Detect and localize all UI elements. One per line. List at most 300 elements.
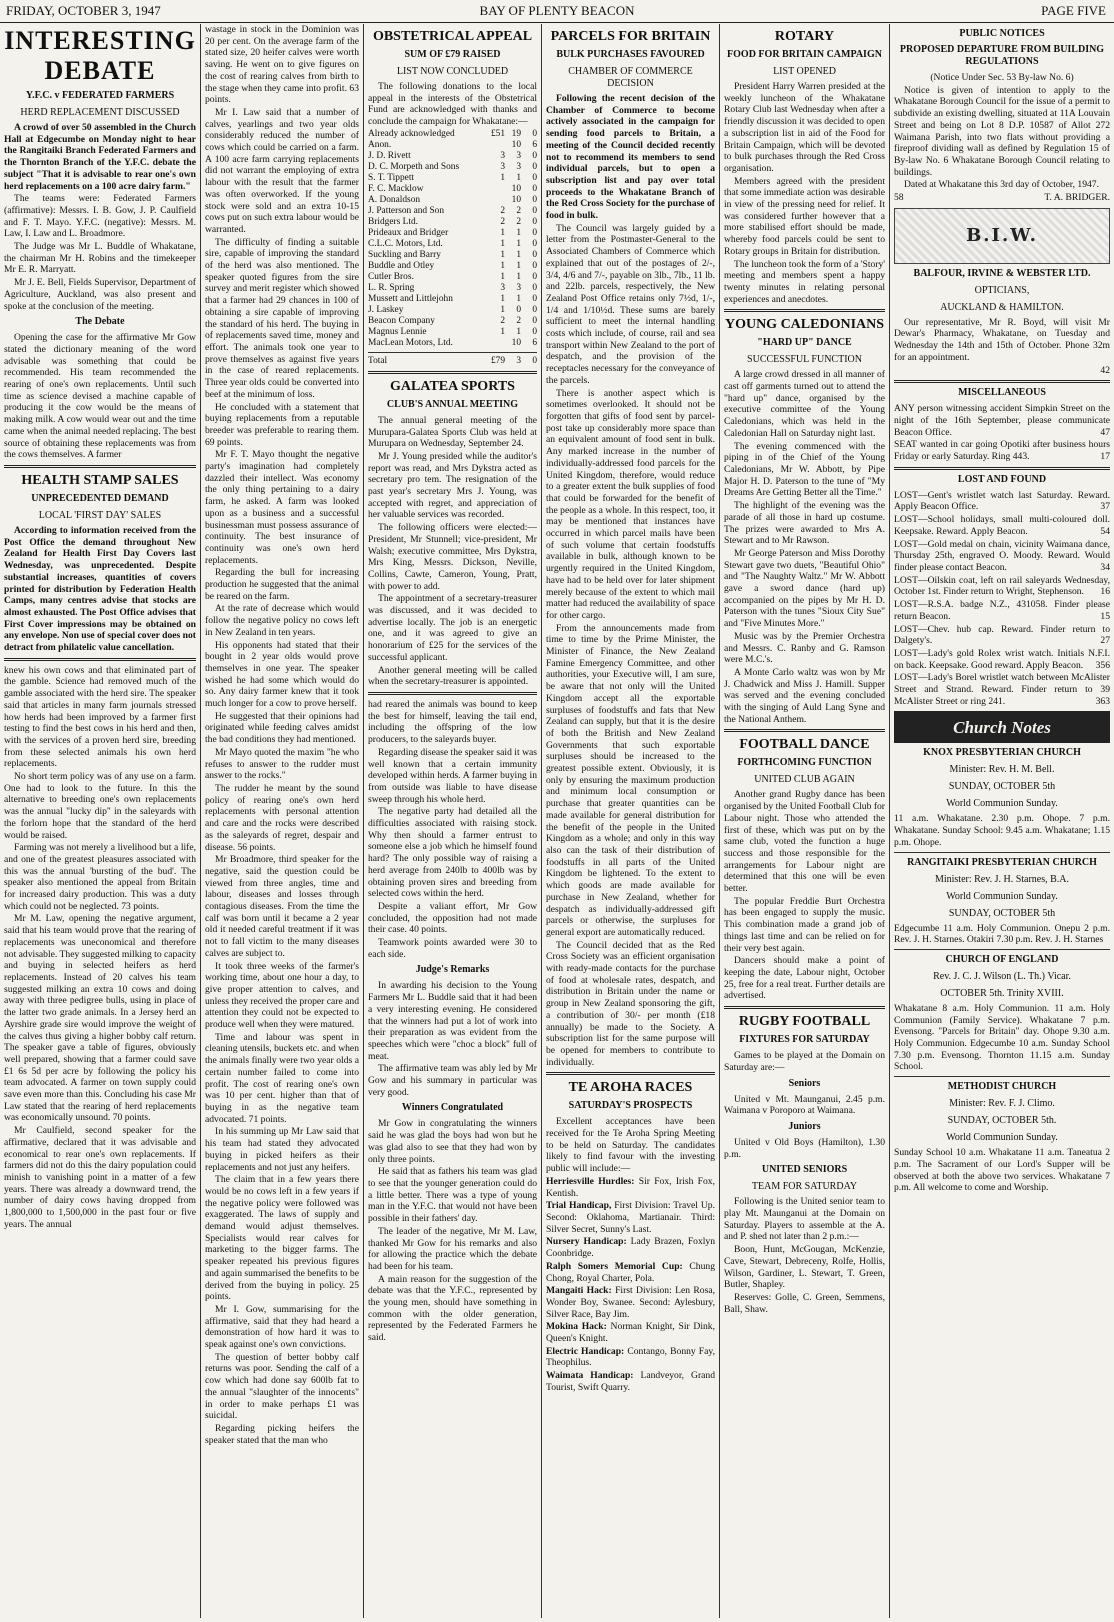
shillings: 19 bbox=[511, 128, 521, 139]
lost-ad bbox=[894, 624, 1110, 647]
pounds: 2 bbox=[500, 315, 505, 326]
church-occasion: World Communion Sunday. bbox=[946, 798, 1058, 810]
paragraph: The following officers were elected:—President, Mr Stunnell; vice-president, Mr Walsh; executive committee, Mrs Dykstra, Mrs King, Messrs. Dickson, Neville, Collins, Cawte, Cameron, Young, Pratt, with power to add. bbox=[368, 522, 537, 592]
donor-name: MacLean Motors, Ltd. bbox=[368, 337, 453, 348]
race-name: Electric Handicap: bbox=[546, 1345, 625, 1357]
lost-ad bbox=[894, 648, 1110, 671]
lost-ad bbox=[894, 599, 1110, 622]
church-heading: METHODIST CHURCH bbox=[947, 1081, 1057, 1093]
race-list bbox=[546, 1176, 715, 1394]
table-row bbox=[368, 250, 537, 261]
paragraph: Another general meeting will be called when the secretary-treasurer is appointed. bbox=[368, 664, 537, 688]
donor-name: Magnus Lennie bbox=[368, 326, 427, 337]
pence: 0 bbox=[532, 315, 537, 326]
paragraph: His opponents had stated that their bought in 2 year olds would prove themselves in one year. The speaker wished he had some which would do so. Any dairy farmer knew that it took much longer for a cow to prove herself. bbox=[205, 639, 359, 710]
race-entry bbox=[546, 1176, 715, 1199]
table-row bbox=[368, 327, 537, 338]
race-name: Ralph Somers Memorial Cup: bbox=[546, 1260, 683, 1272]
ad-ref: 363 bbox=[1095, 695, 1110, 707]
notice-heading: PROPOSED DEPARTURE FROM BUILDING REGULATIONS bbox=[899, 44, 1105, 67]
ad-ref: 16 bbox=[1100, 586, 1110, 598]
shillings: 1 bbox=[516, 238, 521, 249]
table-row bbox=[368, 140, 537, 151]
table-row bbox=[368, 305, 537, 316]
race-entry bbox=[546, 1346, 715, 1369]
paragraph: Time and labour was spent in cleaning utensils, buckets etc. and when the animals finally were two year olds a certain number failed to come into profit. The cost of rearing one's own was 10 per cent. higher than that of buying in as the negative team advocated. 71 points. bbox=[205, 1031, 359, 1125]
race-fancies: Sir Fox, Irish Fox, Kentish. bbox=[546, 1175, 715, 1199]
church-services: Edgecumbe 11 a.m. Holy Communion. Onepu 2 p.m. Rev. J. H. Starnes. Otakiri 7.30 p.m. Rev. J. H. Starnes bbox=[894, 922, 1110, 946]
pounds bbox=[489, 184, 505, 195]
pounds: 2 bbox=[500, 205, 505, 216]
race-fancies: First Division: Len Rosa, Wonder Boy, Swanee. Second: Aylesbury, Silver Race, Bay Jim. bbox=[546, 1285, 715, 1320]
pence: 0 bbox=[532, 183, 537, 194]
pence: 0 bbox=[532, 205, 537, 216]
donor-name: Buddle and Otley bbox=[368, 260, 435, 271]
paragraph: The question of better bobby calf returns was poor. Sending the calf of a cow which had done say 600lb fat to the annual "slaughter of the innocents" in order to make perhaps £1 was suicidal. bbox=[205, 1351, 359, 1422]
paragraph: Mr Gow in congratulating the winners said he was glad the boys had won but he was glad also to see that they had won by only three points. bbox=[368, 1118, 537, 1165]
donor-name: Mussett and Littlejohn bbox=[368, 293, 453, 304]
article-subhead: FOOD FOR BRITAIN CAMPAIGN bbox=[727, 49, 882, 60]
article-subhead: Y.F.C. v FEDERATED FARMERS bbox=[25, 90, 175, 101]
shillings: 10 bbox=[511, 194, 521, 205]
article-subhead: UNPRECEDENTED DEMAND bbox=[31, 492, 169, 504]
paragraph: No short term policy was of any use on a farm. One had to look to the future. In this the alternative to breeding one's own replacements was the annual "lucky dip" in the saleyards with the forlorn hope that the standard of the herd would be raised. bbox=[4, 771, 196, 841]
pence: 0 bbox=[532, 216, 537, 227]
paragraph: Reserves: Golle, C. Green, Semmens, Ball, Shaw. bbox=[724, 1291, 885, 1315]
race-name: Herriesville Hurdles: bbox=[546, 1175, 635, 1187]
logo-text: B.I.W. bbox=[966, 224, 1038, 246]
lost-ad bbox=[894, 514, 1110, 537]
divider bbox=[894, 852, 1110, 853]
column-5 bbox=[724, 24, 885, 1618]
paragraph: Music was by the Premier Orchestra and Messrs. C. Ranby and G. Ramson were M.C.'s. bbox=[724, 630, 885, 666]
ad-text: LOST—Chev. hub cap. Reward. Finder return to Dalgety's. bbox=[894, 623, 1110, 647]
paragraph: knew his own cows and that eliminated part of the gamble. Science had removed much of the gamble associated with the herd sire. The speaker said that articles in many farm journals stressed how herds had been improved by a farmer first testing to find the best cows in his herd and then, with the services of a proven herd sire, breeding from these selected animals his own herd replacements. bbox=[4, 664, 196, 770]
paragraph: The evening commenced with the piping in of the Chief of the Young Caledonians, Mr W. Abbott, by Pipe Major H. D. Paterson to the tune of "My Dreams Are Getting Better all the Time." bbox=[724, 440, 885, 499]
ad-ref: 54 bbox=[1100, 525, 1110, 537]
paragraph: The annual general meeting of the Murupara-Galatea Sports Club was held at Murupara on Wednesday, September 24. bbox=[368, 414, 537, 450]
divider bbox=[368, 692, 537, 695]
race-name: Mokina Hack: bbox=[546, 1321, 607, 1333]
paragraph: United v Old Boys (Hamilton), 1.30 p.m. bbox=[724, 1136, 885, 1160]
donor-name: Anon. bbox=[368, 139, 392, 150]
church-minister: Minister: Rev. H. M. Bell. bbox=[949, 764, 1055, 776]
table-row bbox=[368, 217, 537, 228]
paragraph: had reared the animals was bound to keep the best for himself, leaving the tail end, including the offspring of the low producers, to the saleyards buyer. bbox=[368, 698, 537, 746]
ad-ref: 27 bbox=[1100, 635, 1110, 647]
page-number: PAGE FIVE bbox=[1041, 3, 1106, 18]
paragraph: Boon, Hunt, McGougan, McKenzie, Cave, Stewart, Debreceny, Rolfe, Hollis, Wilson, Gardiner, L. Stewart, T. Green, Butler, Shapley. bbox=[724, 1244, 885, 1291]
paragraph: Despite a valiant effort, Mr Gow concluded, the opposition had not made their case. 40 points. bbox=[368, 900, 537, 936]
article-title: INTERESTING DEBATE bbox=[4, 26, 196, 85]
advert-heading: BALFOUR, IRVINE & WEBSTER LTD. bbox=[913, 267, 1091, 279]
race-fancies: First Division: Travel Up. Second: Oklahoma, Martianair. Third: Silver Secret, Sunny's Last. bbox=[546, 1200, 715, 1235]
pounds bbox=[489, 195, 505, 206]
paragraph: At the rate of decrease which would follow the negative policy no cows left in New Zealand in ten years. bbox=[205, 603, 359, 638]
donations-table bbox=[368, 129, 537, 349]
article-title: TE AROHA RACES bbox=[568, 1080, 693, 1096]
divider bbox=[894, 467, 1110, 470]
race-fancies: Norman Knight, Sir Dink, Queen's Knight. bbox=[546, 1321, 715, 1345]
pence: 0 bbox=[532, 282, 537, 293]
article-subhead: SATURDAY'S PROSPECTS bbox=[568, 1100, 693, 1112]
shillings: 10 bbox=[511, 183, 521, 194]
paragraph: From the announcements made from time to time by the Prime Minister, the Minister of Finance, the New Zealand Famine Emergency Committee, and other authorities, your Executive will, I am sure, be aware that not only will the United Kingdom accept all the exportable surpluses of foodstuffs and fats that New Zealand can supply, but that it is the desire of both the British and New Zealand Governments that such exportable surpluses should be increased to the greatest possible extent. Obviously, it is only by ensuring the maximum production and minimum local consumption or purchase that greater quantities can be made available for general distribution for the benefit of the people in the United Kingdom as a whole; and only in this way also can the task of their distribution of foodstuffs in all parts of the United Kingdom be lightened. To the extent to which goods are made available for purchase in New Zealand, whether for despatch as individually-addressed gift parcels or otherwise, the surpluses for general export are automatically reduced. bbox=[546, 622, 715, 938]
table-row bbox=[368, 316, 537, 327]
church-heading: CHURCH OF ENGLAND bbox=[945, 953, 1059, 965]
table-row bbox=[368, 173, 537, 184]
table-row bbox=[368, 239, 537, 250]
paragraph: The popular Freddie Burt Orchestra has been engaged to supply the music. This combination made a grand job of things last time and can be relied on for their very best again. bbox=[724, 895, 885, 954]
pounds: 1 bbox=[500, 260, 505, 271]
column-2 bbox=[205, 24, 359, 1618]
paragraph: Mr Broadmore, third speaker for the negative, said the question could be viewed from three angles, time and labour, diseases and losses through contagious diseases. From the time the calf was born until it became a 2 year old it needed careful treatment if it was not to fall victim to the many diseases calves are subject to. bbox=[205, 854, 359, 959]
article-subhead: CLUB'S ANNUAL MEETING bbox=[386, 398, 519, 410]
notice-text: Dated at Whakatane this 3rd day of October, 1947. bbox=[904, 179, 1099, 191]
optician-logo bbox=[894, 208, 1110, 264]
article-lead: A crowd of over 50 assembled in the Church Hall at Edgecumbe on Monday night to hear the Rangitaiki Branch Federated Farmers and the Thornton Branch of the Y.F.C. debate the subject "That it is advisable to rear one's own herd replacements on a 100 acre dairy farm." bbox=[4, 122, 196, 192]
article-lead: According to information received from the Post Office the demand throughout New Zealand for Health First Day Covers last Wednesday, was unprecedented. Despite substantial increases, quantities of covers printed for distribution by Federation Health Camps, many centres advise that stocks are almost exhausted. The Post Office advises that First Cover impressions may be obtained on any envelope. Non use of special cover does not detract from philatelic value cancellation. bbox=[4, 524, 196, 654]
pounds: 3 bbox=[500, 161, 505, 172]
lost-ad bbox=[894, 490, 1110, 513]
paragraph: The affirmative team was ably led by Mr Gow and his summary in particular was very good. bbox=[368, 1063, 537, 1098]
column-6 bbox=[894, 24, 1110, 1618]
article-title: RUGBY FOOTBALL bbox=[738, 1014, 871, 1030]
pounds: £79 bbox=[490, 355, 505, 366]
notice-ref: 58 bbox=[894, 192, 904, 204]
race-entry bbox=[546, 1236, 715, 1259]
article-title: YOUNG CALEDONIANS bbox=[724, 317, 885, 333]
church-services: 11 a.m. Whakatane. 2.30 p.m. Ohope. 7 p.m. Whakatane. Sunday School: 9.45 a.m. Whakatane; 1.15 p.m. Ohope. bbox=[894, 813, 1110, 848]
race-entry bbox=[546, 1370, 715, 1393]
notice-text: Notice is given of intention to apply to the Whakatane Borough Council for the issue of a permit to subdivide an existing dwelling, situated at 11A Louvain Street and being on Lot 8 D.P. 10587 of Allot 272 Waimana Parish, into two flats without providing a fireproof dividing wall as defined by Regulation 15 of By-law No. 6 Whakatane Borough Council relating to buildings. bbox=[894, 84, 1110, 178]
article-title: GALATEA SPORTS bbox=[390, 378, 515, 394]
advert-text: Our representative, Mr R. Boyd, will visit Mr Dewar's Pharmacy, Whakatane, on Tuesday and Wednesday the 14th and 15th of October. Phone 32m for an appointment. bbox=[894, 316, 1110, 363]
divider bbox=[894, 380, 1110, 383]
paragraph: The highlight of the evening was the parade of all those in hard up costume. The prizes were awarded to Mrs A. Stewart and to Mr Rawson. bbox=[724, 500, 885, 547]
paragraph: Mr Mayo quoted the maxim "he who refuses to answer to the rudder must answer to the rocks." bbox=[205, 746, 359, 782]
article-subhead: CHAMBER OF COMMERCE DECISION bbox=[568, 66, 693, 89]
pounds: 1 bbox=[500, 249, 505, 260]
paragraph: The Council was largely guided by a letter from the Postmaster-General to the Associated Chambers of Commerce which explained that out of the postages of 2/-, 3/4, 4/6 and 7/-, payable on 3lb., 7lb., 11 lb. and 22lb. parcels, respectively, the New Zealand Post Office retains only 7½d, 1/-, 1/4 and 1/10½d. These sums are barely sufficient to meet the internal handling costs which include, of course, rail and sea transport within New Zealand to the port of despatch, and the provision of the receptacles necessary for the conveyance of the parcels. bbox=[546, 222, 715, 386]
section-heading: PUBLIC NOTICES bbox=[959, 28, 1045, 39]
paragraph: The claim that in a few years there would be no cows left in a few years if the negative policy were followed was exaggerated. The laws of supply and demand would adjust themselves. Specialists would rear calves for marketing to the bigger farms. The speaker repeated his previous figures and again summarised the benefits to be derived from the buying in policy. 25 points. bbox=[205, 1174, 359, 1303]
article-subhead: "HARD UP" DANCE bbox=[757, 337, 852, 349]
notice-signature bbox=[894, 192, 1110, 204]
advert-subhead: AUCKLAND & HAMILTON. bbox=[940, 301, 1064, 313]
paragraph: Mr George Paterson and Miss Dorothy Stewart gave two duets, "Beautiful Ohio" and "The Naughty Waltz." Mr W. Abbott gave a sword dance (hard up) accompanied on the pipes by Mr H. D. Paterson with the tunes "Sioux City Sue" and "Five Minutes More." bbox=[724, 547, 885, 630]
donor-name: Bridgers Ltd. bbox=[368, 216, 418, 227]
race-name: Mangaiti Hack: bbox=[546, 1285, 612, 1297]
issue-date: FRIDAY, OCTOBER 3, 1947 bbox=[6, 3, 161, 18]
paragraph: In awarding his decision to the Young Farmers Mr L. Buddle said that it had been a very interesting evening. He considered that the winners had put a lot of work into their preparation as was evident from the speeches which were "choc a block" full of meat. bbox=[368, 980, 537, 1062]
table-row bbox=[368, 356, 537, 367]
article-subhead: UNITED CLUB AGAIN bbox=[754, 774, 855, 786]
shillings: 3 bbox=[516, 282, 521, 293]
donor-name: C.L.C. Motors, Ltd. bbox=[368, 238, 443, 249]
ad-text: ANY person witnessing accident Simpkin Street on the night of the 16th September, please communicate Beacon Office. bbox=[894, 403, 1110, 438]
shillings: 1 bbox=[516, 326, 521, 337]
ad-ref: 356 bbox=[1095, 659, 1110, 671]
pence: 0 bbox=[532, 150, 537, 161]
church-notes-banner bbox=[894, 711, 1110, 743]
race-fancies: Lady Brazen, Foxlyn Coonbridge. bbox=[546, 1236, 715, 1260]
paragraph: He concluded with a statement that buying replacements from a reputable breeder was preferable to rearing them. 69 points. bbox=[205, 401, 359, 448]
divider bbox=[546, 1072, 715, 1075]
divider bbox=[4, 465, 196, 468]
donor-name: Prideaux and Bridger bbox=[368, 227, 449, 238]
church-minister: Rev. J. C. J. Wilson (L. Th.) Vicar. bbox=[933, 970, 1071, 982]
divider bbox=[724, 729, 885, 732]
race-fancies: Landveyor, Grand Tourist, Swift Quarry. bbox=[546, 1370, 715, 1393]
church-occasion: World Communion Sunday. bbox=[946, 890, 1058, 902]
paragraph: The negative party had detailed all the difficulties associated with raising stock. Why then should a farmer entrust to someone else a job which he himself found hard? The only possible way of raising a herd average from 240lb to 400lb was by obtaining proven sires and breeding from selected cows within the herd. bbox=[368, 806, 537, 900]
pounds: 1 bbox=[500, 227, 505, 238]
paragraph: Games to be played at the Domain on Saturday are:— bbox=[724, 1050, 885, 1073]
pence: 0 bbox=[532, 271, 537, 282]
divider bbox=[724, 1006, 885, 1009]
church-heading: KNOX PRESBYTERIAN CHURCH bbox=[923, 747, 1081, 759]
pence: 0 bbox=[532, 128, 537, 139]
paragraph: Another grand Rugby dance has been organised by the United Football Club for Labour night. Those who attended the first of these, which was put on by the same club, voted the function a huge success and those responsible for the arrangements for Labour night are determined that this one will be even better. bbox=[724, 789, 885, 895]
church-date: SUNDAY, OCTOBER 5th bbox=[948, 781, 1056, 793]
paragraph: A large crowd dressed in all manner of cast off garments turned out to attend the "hard up" dance, organised by the executive committee of the Young Caledonians, which was held in the Caledonian Hall on Saturday night last. bbox=[724, 369, 885, 439]
paragraph: There is another aspect which is sometimes overlooked. It should not be forgotten that gifts of food sent by parcel-post take up considerably more space than an equivalent amount of food sent in bulk. Any marked increase in the number of individually-addressed food parcels for the United Kingdom, therefore, would reduce to a greater extent the bulk supplies of food that could be forwarded for the benefit of the people as a whole. In this respect, too, it may be mentioned that instances have occurred in which parcel mails have been of such volume that certain foodstuffs available in bulk, although known to be urgently required in the United Kingdom, have had to be held over for later shipment merely because of the extent to which mail matter had reduced the availability of space for other cargo. bbox=[546, 387, 715, 621]
donor-name: S. T. Tippett bbox=[368, 172, 415, 183]
masthead bbox=[0, 0, 1114, 23]
pounds: 1 bbox=[500, 304, 505, 315]
advert-ref: 42 bbox=[1100, 364, 1110, 376]
paragraph: Regarding picking heifers the speaker stated that the man who bbox=[205, 1422, 359, 1446]
race-entry bbox=[546, 1200, 715, 1235]
article-subhead: UNITED SENIORS bbox=[761, 1164, 848, 1176]
paragraph: The leader of the negative, Mr M. Law, thanked Mr Gow for his remarks and also for allowing the practice which the debate had been for his team. bbox=[368, 1225, 537, 1272]
ad-text: SEAT wanted in car going Opotiki after business hours Friday or early Saturday. Ring 443. bbox=[894, 439, 1110, 463]
pence: 0 bbox=[532, 304, 537, 315]
pence: 0 bbox=[532, 161, 537, 172]
donor-name: F. C. Macklow bbox=[368, 183, 424, 194]
church-services: Whakatane 8 a.m. Holy Communion. 11 a.m. Holy Communion (Family Service). Whakatane 7 p.m. Evensong. "Parcels for Britain" day. Ohope 9.30 a.m. Holy Communion. Edgecumbe 10 a.m. Sunday School 7.30 p.m. Evensong. Thornton 11.15 a.m. Sunday School. bbox=[894, 1002, 1110, 1073]
church-minister: Minister: Rev. J. H. Starnes, B.A. bbox=[934, 873, 1070, 885]
pounds: 1 bbox=[500, 293, 505, 304]
ad-text: LOST—School holidays, small multi-coloured doll. Keepsake. Reward. Apply Beacon. bbox=[894, 514, 1110, 537]
donor-name: J. Patterson and Son bbox=[368, 205, 445, 216]
shillings: 2 bbox=[516, 205, 521, 216]
shillings: 10 bbox=[511, 337, 521, 348]
column-rule bbox=[719, 24, 720, 1618]
paragraph: Teamwork points awarded were 30 to each side. bbox=[368, 937, 537, 960]
section-heading: Juniors bbox=[788, 1120, 821, 1132]
lost-ad bbox=[894, 539, 1110, 574]
pence: 0 bbox=[532, 227, 537, 238]
table-row bbox=[368, 162, 537, 173]
race-name: Nursery Handicap: bbox=[546, 1236, 627, 1248]
article-subhead: LIST OPENED bbox=[773, 66, 836, 77]
ad-text: LOST—Lady's gold Rolex wrist watch. Initials N.F.I. on back. Keepsake. Good reward. Apply Beacon. bbox=[894, 647, 1110, 671]
race-name: Waimata Handicap: bbox=[546, 1370, 634, 1382]
donor-name: D. C. Morpeth and Sons bbox=[368, 161, 460, 172]
ad-ref: 15 bbox=[1100, 610, 1110, 622]
section-heading: Seniors bbox=[788, 1077, 821, 1089]
shillings: 3 bbox=[516, 150, 521, 161]
shillings: 1 bbox=[516, 293, 521, 304]
divider bbox=[368, 371, 537, 374]
paragraph: The appointment of a secretary-treasurer was discussed, and it was decided to advertise locally. The job is an energetic one, and it was agreed to give an honorarium of £25 for the services of the successful applicant. bbox=[368, 593, 537, 663]
pounds: £51 bbox=[490, 128, 505, 139]
church-date: SUNDAY, OCTOBER 5th. bbox=[947, 1115, 1057, 1127]
column-rule bbox=[200, 24, 201, 1618]
article-subhead: BULK PURCHASES FAVOURED bbox=[556, 49, 705, 60]
article-lead: Following the recent decision of the Chamber of Commerce to become actively associated in the campaign for sending food parcels to Britain, a meeting of the Council decided recently not to recommend its members to send individual parcels, but to open a subscription list and pay over total proceeds to the Whakatane Branch of the Red Cross Society for the purchase of food in bulk. bbox=[546, 93, 715, 222]
race-fancies: Chung Chong, Royal Charter, Pola. bbox=[546, 1260, 715, 1284]
advert-subhead: OPTICIANS, bbox=[974, 284, 1030, 296]
divider bbox=[368, 352, 537, 353]
paragraph: Members agreed with the president that some immediate action was desirable in view of the pressing need for relief. It was considered further however that a more stabilised effort should be made, whereby food parcels could be sent to Rotary groups in Britain for distribution. bbox=[724, 175, 885, 257]
table-row bbox=[368, 151, 537, 162]
column-rule bbox=[363, 24, 364, 1618]
table-row bbox=[368, 338, 537, 349]
donor-name: Suckling and Barry bbox=[368, 249, 441, 260]
table-row bbox=[368, 228, 537, 239]
pence: 0 bbox=[532, 293, 537, 304]
ad-ref: 47 bbox=[1100, 426, 1110, 438]
paragraph: Mr I. Law said that a number of calves, yearlings and two year olds considerably reduced the number of cows which could be carried on a farm. A 100 acre farm carrying replacements did not warrant the employing of extra labour with the result that the farmer was often overworked. If the young stock were sold and an extra 10-15 cows put on such extra labour would be warranted. bbox=[205, 106, 359, 235]
section-heading: MISCELLANEOUS bbox=[958, 387, 1046, 399]
table-row bbox=[368, 129, 537, 140]
paragraph: Regarding disease the speaker said it was well known that a certain immunity developed within herds. A farmer buying in from outside was liable to have disease sweep through his whole herd. bbox=[368, 746, 537, 805]
paragraph: Mr J. Young presided while the auditor's report was read, and Mrs Dykstra acted as secretary pro tem. The resignation of the past year's secretary Mrs J. Young, was accepted with regret, and appreciation of her valuable services was recorded. bbox=[368, 450, 537, 521]
article-title: PARCELS FOR BRITAIN bbox=[550, 29, 711, 44]
article-title: HEALTH STAMP SALES bbox=[21, 472, 179, 488]
paragraph: President Harry Warren presided at the weekly luncheon of the Whakatane Rotary Club last Wednesday when after a friendly discussion it was decided to open a subscription list in aid of the Food for Britain Campaign, which will be devoted to bulk purchases through the Red Cross organisation. bbox=[724, 81, 885, 174]
column-4 bbox=[546, 24, 715, 1618]
shillings: 1 bbox=[516, 249, 521, 260]
church-services: Sunday School 10 a.m. Whakatane 11 a.m. Taneatua 2 p.m. The Sacrament of our Lord's Supper will be observed at both the above two services. Whakatane 7 p.m. All welcome to come and Worship. bbox=[894, 1147, 1110, 1194]
table-row bbox=[368, 195, 537, 206]
table-row bbox=[368, 261, 537, 272]
pence: 0 bbox=[532, 355, 537, 366]
shillings: 0 bbox=[516, 304, 521, 315]
ad-text: LOST—Gent's wristlet watch last Saturday. Reward. Apply Beacon Office. bbox=[894, 489, 1110, 513]
paragraph: The luncheon took the form of a 'Story' meeting and members spent a happy twenty minutes in relating personal experiences and anecdotes. bbox=[724, 258, 885, 305]
pounds bbox=[489, 140, 505, 151]
donor-name: L. R. Spring bbox=[368, 282, 415, 293]
section-heading: The Debate bbox=[75, 316, 125, 328]
paragraph: The rudder he meant by the sound policy of rearing one's own herd replacements with personal attention and care and the rocks were described as the saleyards of regret, despair and disease. 56 points. bbox=[205, 783, 359, 853]
shillings: 1 bbox=[516, 227, 521, 238]
article-subhead: FORTHCOMING FUNCTION bbox=[737, 757, 872, 769]
race-entry bbox=[546, 1321, 715, 1344]
pence: 0 bbox=[532, 326, 537, 337]
pounds bbox=[489, 338, 505, 349]
article-subhead: LOCAL 'FIRST DAY' SALES bbox=[38, 509, 162, 521]
lost-ad bbox=[894, 575, 1110, 598]
section-heading: Judge's Remarks bbox=[415, 964, 490, 976]
pounds: 1 bbox=[500, 326, 505, 337]
lost-ad bbox=[894, 672, 1110, 707]
column-3 bbox=[368, 24, 537, 1618]
donor-name: Beacon Company bbox=[368, 315, 435, 326]
pounds: 1 bbox=[500, 238, 505, 249]
ad-ref: 34 bbox=[1100, 561, 1110, 573]
paragraph: In his summing up Mr Law said that his team had stated they advocated buying in picked heifers as their replacements and not just any heifers. bbox=[205, 1126, 359, 1173]
paragraph: Mr Caulfield, second speaker for the affirmative, declared that it was advisable and economical to rear one's own replacements. If farmers did not do this the dairy population could minish to vanishing point in a matter of a few years. There was already a downward trend, the number of dairy cows having dropped from 1,800,000 to 1,500,000 in the past four or five years. The annual bbox=[4, 1125, 196, 1230]
church-minister: Minister: Rev. F. J. Climo. bbox=[949, 1098, 1055, 1110]
shillings: 3 bbox=[516, 355, 521, 366]
ad-text: LOST—R.S.A. badge N.Z., 431058. Finder please return Beacon. bbox=[894, 599, 1110, 622]
section-heading: Winners Congratulated bbox=[401, 1102, 504, 1114]
ad-text: LOST—Lady's Borel wristlet watch between McAlister Street and Strand. Reward. Finder return to 39 McAlister Street or ring 241. bbox=[894, 672, 1110, 707]
church-date: SUNDAY, OCTOBER 5th bbox=[948, 907, 1056, 919]
paragraph: Mr M. Law, opening the negative argument, said that his team would prove that the rearing of replacements was uneconomical and therefore not advisable. They suggested milking to capacity and buying in selected heifers as herd replacements. Instead of 20 calves his team suggested milking an extra 10 cows and doing away with three pedigree bulls, using in place of the latter two grade animals. In a Jersey herd an Ayrshire grade sire would improve the weight of the calves thus giving a higher bobby calf return. The speaker gave a table of figures, obviously well prepared, showing that a farmer could save £1 6s 5d per acre by following the policy his team advocated. A farmer on town supply could save even more than this. Concluding his case Mr Law stated that the rearing of herd replacements was economically unsound. 70 points. bbox=[4, 913, 196, 1124]
divider bbox=[4, 658, 196, 661]
divider bbox=[894, 1076, 1110, 1077]
paragraph: A Monte Carlo waltz was won by Mr J. Chadwick and Miss J. Hamill. Supper was served and the evening concluded with the singing of Auld Lang Syne and the National Anthem. bbox=[724, 666, 885, 725]
donor-name: Total bbox=[368, 355, 388, 366]
table-row bbox=[368, 283, 537, 294]
pence: 0 bbox=[532, 260, 537, 271]
race-entry bbox=[546, 1261, 715, 1284]
pence: 6 bbox=[532, 139, 537, 150]
race-entry bbox=[546, 1285, 715, 1320]
article-subhead: SUM OF £79 RAISED bbox=[404, 49, 501, 60]
donor-name: J. Laskey bbox=[368, 304, 404, 315]
table-row bbox=[368, 206, 537, 217]
paragraph: The teams were: Federated Farmers (affirmative): Messrs. I. B. Gow, J. P. Caulfield and F. T. Mayo. Y.F.C. (negative): Messrs. M. Law, I. Law and L. Broadmore. bbox=[4, 193, 196, 240]
shillings: 1 bbox=[516, 260, 521, 271]
shillings: 3 bbox=[516, 161, 521, 172]
table-row bbox=[368, 294, 537, 305]
article-title: FOOTBALL DANCE bbox=[739, 737, 870, 753]
paragraph: He said that as fathers his team was glad to see that the younger generation could do a little better. There was a type of young man in the Y.F.C. that would not have been possible in their fathers' day. bbox=[368, 1166, 537, 1225]
paragraph: Following is the United senior team to play Mt. Maunganui at the Domain on Saturday. Players to assemble at the A. and P. shed not later than 2 p.m.:— bbox=[724, 1196, 885, 1243]
article-title: ROTARY bbox=[774, 29, 835, 44]
pounds: 3 bbox=[500, 150, 505, 161]
shillings: 1 bbox=[516, 271, 521, 282]
church-heading: RANGITAIKI PRESBYTERIAN CHURCH bbox=[907, 856, 1097, 868]
shillings: 1 bbox=[516, 172, 521, 183]
paragraph: A main reason for the suggestion of the debate was that the Y.F.C., represented by the young men, should have something in common with the older generation, represented by the Federated Farmers he said. bbox=[368, 1273, 537, 1344]
notice-text: (Notice Under Sec. 53 By-law No. 6) bbox=[930, 72, 1074, 83]
section-heading: LOST AND FOUND bbox=[957, 473, 1047, 485]
pounds: 1 bbox=[500, 271, 505, 282]
lost-list bbox=[894, 490, 1110, 708]
pence: 0 bbox=[532, 194, 537, 205]
paragraph: wastage in stock in the Dominion was 20 per cent. On the average farm of the stated size, 20 heifer calves were worth saving. He went on to give figures on the cost of rearing calves from birth to the stage when they came into profit. 63 points. bbox=[205, 24, 359, 106]
divider bbox=[724, 309, 885, 312]
table-row bbox=[368, 272, 537, 283]
church-occasion: World Communion Sunday. bbox=[946, 1132, 1058, 1144]
column-rule bbox=[541, 24, 542, 1618]
shillings: 2 bbox=[516, 216, 521, 227]
pounds: 1 bbox=[500, 172, 505, 183]
paragraph: The following donations to the local appeal in the interests of the Obstetrical Fund are acknowledged with thanks and conclude the campaign for Whakatane:— bbox=[368, 81, 537, 128]
race-name: Trial Handicap, bbox=[546, 1200, 612, 1212]
paper-name: BAY OF PLENTY BEACON bbox=[479, 3, 635, 18]
article-subhead: LIST NOW CONCLUDED bbox=[396, 66, 509, 77]
ad-text: LOST—Oilskin coat, left on rail saleyards Wednesday, October 1st. Finder return to Wright, Stephenson. bbox=[894, 574, 1110, 598]
pence: 0 bbox=[532, 172, 537, 183]
article-subhead: SUCCESSFUL FUNCTION bbox=[747, 354, 862, 366]
church-date: OCTOBER 5th. Trinity XVIII. bbox=[940, 987, 1064, 999]
banner-text: Church Notes bbox=[953, 717, 1051, 737]
article-subhead: HERD REPLACEMENT DISCUSSED bbox=[20, 107, 180, 118]
paragraph: The difficulty of finding a suitable sire, capable of improving the standard of the herd was also mentioned. The speaker quoted figures from the sire survey and merit register which showed that a farmer had 29 chances in 100 of obtaining a sire capable of improving the standard of his herd. The buying in of replacements saved time, money and effort. The animals took one year to prove themselves as against five years in the case of reared replacements. Three year olds could be converted into beef at the minimum of loss. bbox=[205, 236, 359, 400]
donor-name: Cutler Bros. bbox=[368, 271, 414, 282]
article-subhead: TEAM FOR SATURDAY bbox=[751, 1181, 858, 1193]
pence: 0 bbox=[532, 238, 537, 249]
shillings: 10 bbox=[511, 139, 521, 150]
